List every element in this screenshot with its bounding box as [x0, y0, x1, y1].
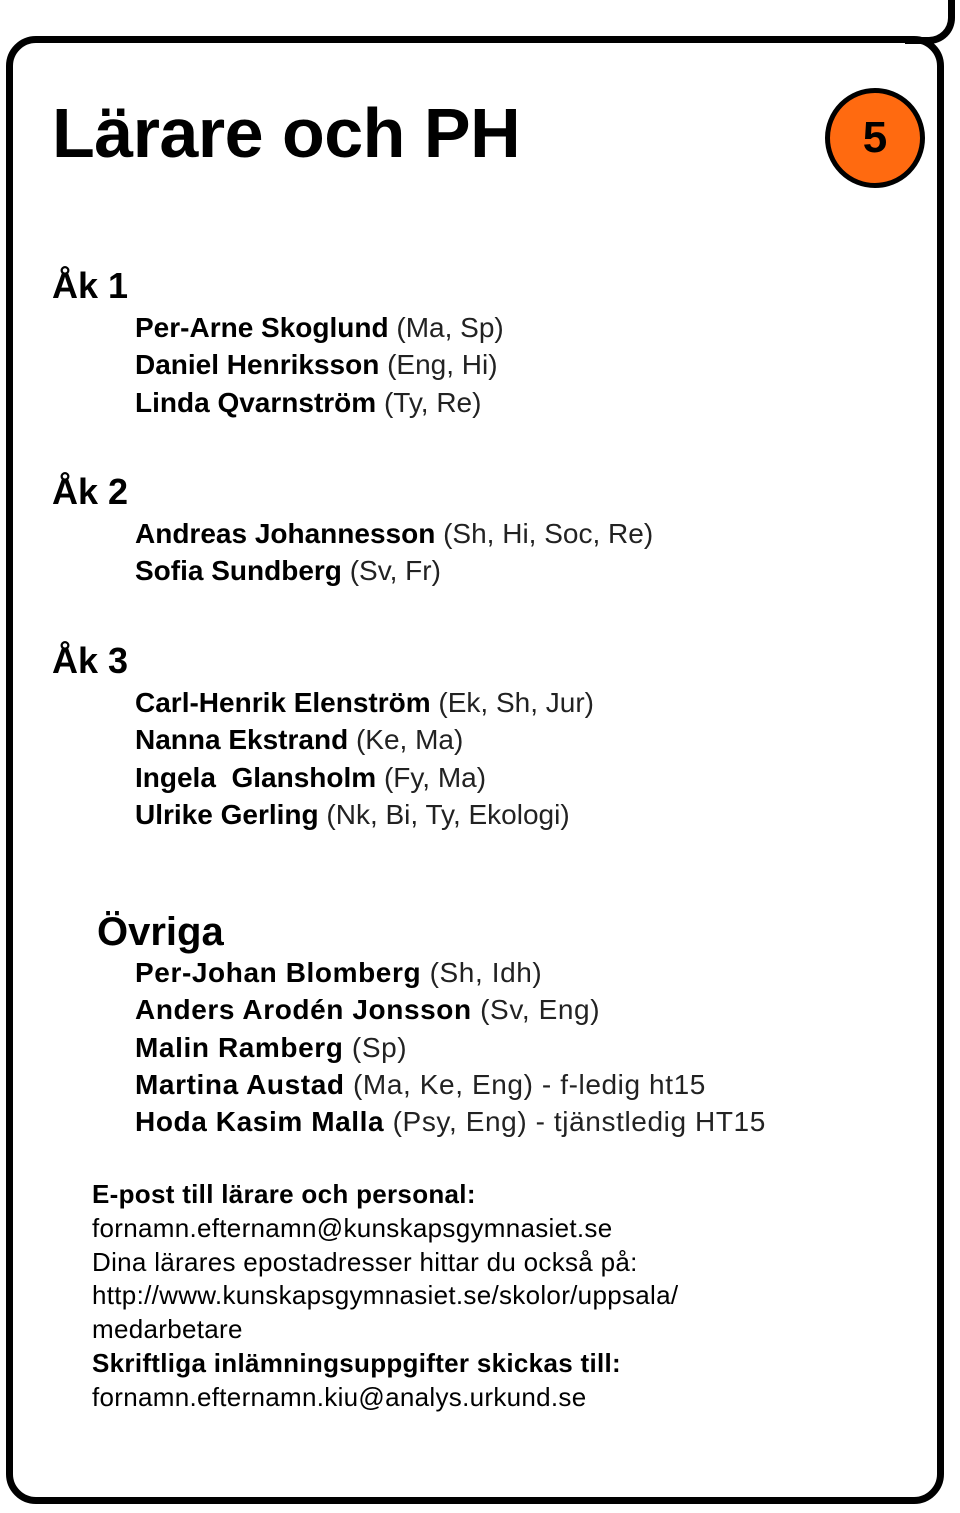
grade-1-teacher-list: [135, 309, 504, 421]
teacher-entry: [135, 346, 504, 383]
teacher-subjects: (Eng, Hi): [387, 349, 498, 381]
teacher-subjects: (Ma, Sp): [396, 312, 504, 343]
teacher-entry: [135, 991, 766, 1028]
teacher-name: Carl-Henrik Elenström: [135, 687, 431, 718]
teacher-name: Anders Arodén Jonsson: [135, 994, 472, 1026]
submission-heading: Skriftliga inlämningsuppgifter skickas till:: [92, 1347, 621, 1378]
teacher-subjects: (Ek, Sh, Jur): [438, 687, 595, 718]
teacher-name: Sofia Sundberg: [135, 555, 342, 587]
staff-url-link-continued[interactable]: medarbetare: [92, 1314, 243, 1345]
teacher-name: Nanna Ekstrand: [135, 724, 349, 756]
teacher-name: Ingela Glansholm: [135, 761, 377, 793]
teacher-name: Daniel Henriksson: [135, 349, 380, 381]
teacher-subjects: (Psy, Eng) - tjänstledig HT15: [392, 1106, 766, 1138]
teacher-name: Per-Johan Blomberg: [135, 957, 422, 988]
grade-2-heading: Åk 2: [52, 471, 129, 512]
teacher-entry: [135, 1103, 766, 1140]
teacher-name: Malin Ramberg: [135, 1031, 344, 1063]
contact-info: [92, 1178, 922, 1415]
teacher-subjects: (Nk, Bi, Ty, Ekologi): [326, 798, 570, 830]
grade-3-heading: Åk 3: [52, 640, 129, 681]
teacher-subjects: (Sh, Hi, Soc, Re): [443, 518, 654, 549]
teacher-entry: [135, 721, 594, 758]
teacher-subjects: (Ke, Ma): [355, 724, 464, 756]
teacher-name: Martina Austad: [135, 1068, 345, 1100]
teacher-entry: [135, 309, 504, 346]
teacher-entry: [135, 759, 594, 796]
teacher-name: Hoda Kasim Malla: [135, 1106, 385, 1138]
teacher-entry: [135, 954, 766, 991]
teacher-entry: [135, 1066, 766, 1103]
email-heading: E-post till lärare och personal:: [92, 1179, 476, 1209]
teacher-subjects: (Sp): [351, 1031, 408, 1063]
teacher-entry: [135, 384, 504, 421]
teacher-entry: [135, 552, 653, 589]
addresses-note: Dina lärares epostadresser hittar du också på:: [92, 1246, 638, 1277]
teacher-subjects: (Sv, Eng): [480, 994, 601, 1026]
teacher-subjects: (Ty, Re): [383, 386, 482, 418]
teacher-name: Per-Arne Skoglund: [135, 312, 389, 343]
teacher-entry: [135, 796, 594, 833]
staff-url-link[interactable]: http://www.kunskapsgymnasiet.se/skolor/uppsala/: [92, 1280, 679, 1311]
others-heading: Övriga: [97, 910, 224, 954]
grade-3-teacher-list: [135, 684, 594, 833]
teacher-name: Linda Qvarnström: [135, 386, 377, 418]
teacher-entry: [135, 515, 653, 552]
page-title: Lärare och PH: [52, 94, 521, 172]
corner-decoration: [905, 0, 955, 44]
grade-1-heading: Åk 1: [52, 265, 129, 306]
teacher-subjects: (Sh, Idh): [429, 957, 543, 988]
teacher-subjects: (Fy, Ma): [383, 761, 487, 793]
email-pattern: fornamn.efternamn@kunskapsgymnasiet.se: [92, 1212, 613, 1243]
submission-email: fornamn.efternamn.kiu@analys.urkund.se: [92, 1381, 587, 1412]
teacher-entry: [135, 684, 594, 721]
teacher-name: Ulrike Gerling: [135, 798, 319, 830]
teacher-entry: [135, 1029, 766, 1066]
others-teacher-list: [135, 954, 766, 1140]
page-number-badge: 5: [825, 88, 925, 188]
teacher-name: Andreas Johannesson: [135, 518, 436, 549]
grade-2-teacher-list: [135, 515, 653, 590]
teacher-subjects: (Ma, Ke, Eng) - f-ledig ht15: [353, 1068, 706, 1100]
teacher-subjects: (Sv, Fr): [349, 555, 441, 587]
